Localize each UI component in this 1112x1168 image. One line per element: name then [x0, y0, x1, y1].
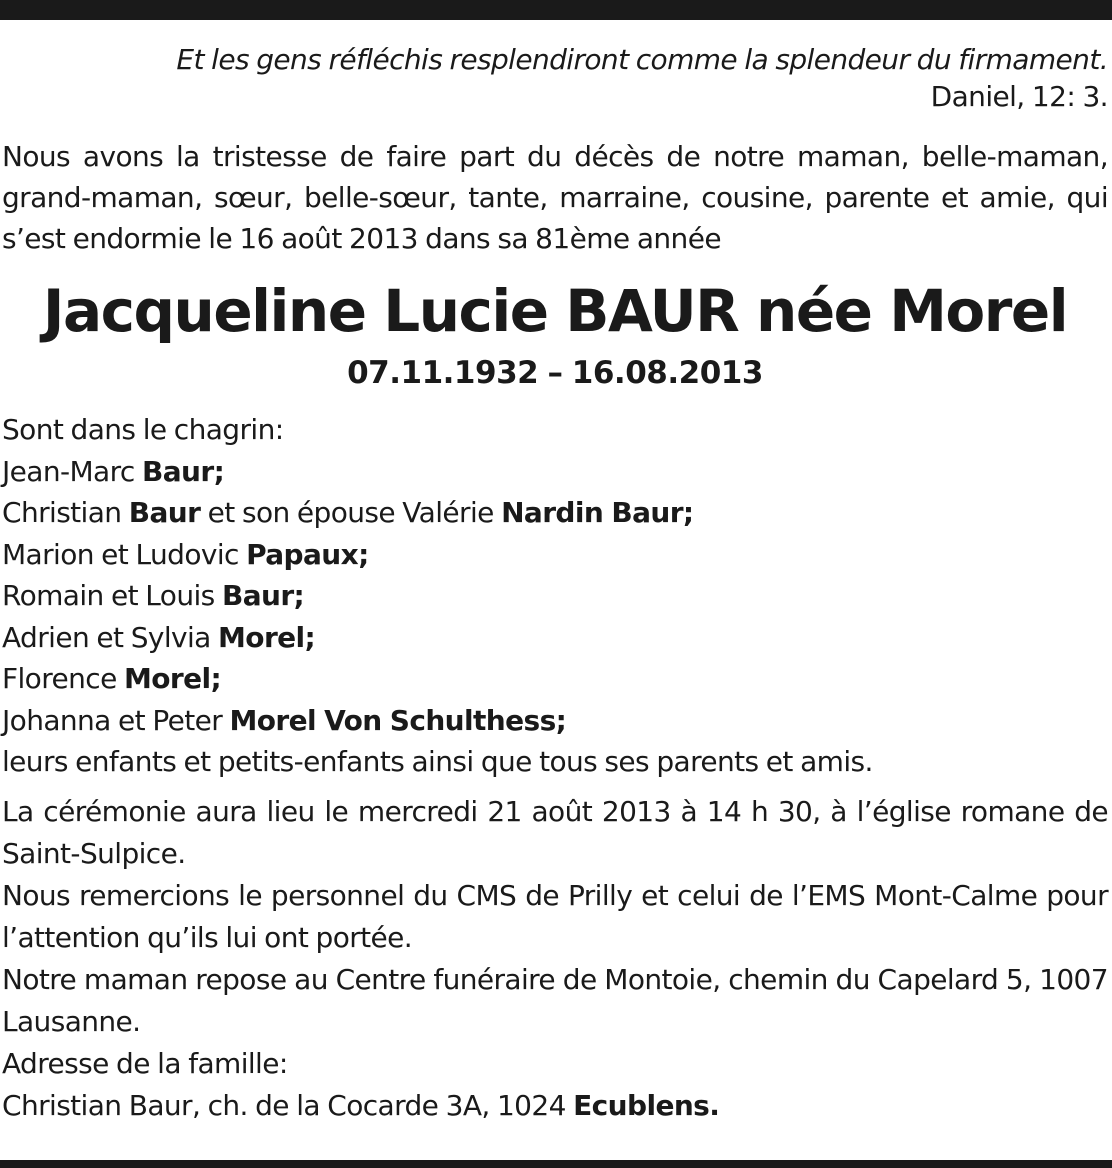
list-item	[2, 617, 1108, 659]
family-address-town: Ecublens.	[573, 1088, 720, 1122]
mourner-first-names: Jean-Marc	[2, 454, 143, 488]
mourner-spouse: et son épouse Valérie	[200, 496, 502, 529]
family-address-label: Adresse de la famille:	[2, 1046, 288, 1080]
mourner-first-names: Christian	[2, 496, 129, 529]
family-address	[2, 1085, 1108, 1127]
bottom-rule	[0, 1160, 1112, 1168]
list-item	[2, 534, 1108, 576]
bible-verse: Et les gens réfléchis resplendiront comme la splendeur du firmament.	[176, 43, 1108, 76]
mourner-surname: Papaux;	[246, 537, 369, 571]
mourners-outro: leurs enfants et petits-enfants ainsi que tous ses parents et amis.	[2, 745, 873, 778]
mourner-first-names: Johanna et Peter	[2, 703, 230, 737]
life-dates: 07.11.1932 – 16.08.2013	[347, 355, 763, 391]
list-item	[2, 575, 1108, 617]
list-item	[2, 658, 1108, 700]
ceremony-info: La cérémonie aura lieu le mercredi 21 août 2013 à 14 h 30, à l’église romane de Saint-Sulpice.	[2, 794, 1108, 870]
list-item	[2, 451, 1108, 493]
top-rule	[0, 0, 1112, 20]
mourner-spouse-surname: Nardin Baur;	[501, 496, 694, 529]
mourner-first-names: Romain et Louis	[2, 579, 222, 612]
mourners-list	[2, 409, 1108, 783]
mourner-first-names: Florence	[2, 662, 125, 695]
deceased-name: Jacqueline Lucie BAUR née Morel	[42, 277, 1068, 345]
mourner-first-names: Adrien et Sylvia	[2, 620, 219, 654]
mourner-surname: Morel;	[218, 620, 316, 654]
mourner-surname: Baur;	[142, 454, 225, 488]
list-item	[2, 492, 1108, 534]
mourner-surname: Morel Von Schulthess;	[229, 703, 567, 737]
obituary-notice	[2, 40, 1108, 1127]
mourners-intro: Sont dans le chagrin:	[2, 413, 284, 446]
mourner-surname: Baur;	[221, 579, 305, 612]
list-item	[2, 700, 1108, 742]
thanks-note: Nous remercions le personnel du CMS de Prilly et celui de l’EMS Mont-Calme pour l’attention qu’ils lui ont portée.	[2, 878, 1108, 954]
mourner-surname: Morel;	[124, 662, 222, 695]
family-address-street: Christian Baur, ch. de la Cocarde 3A, 1024	[2, 1088, 574, 1122]
mourner-first-names: Marion et Ludovic	[2, 537, 247, 571]
repose-info: Notre maman repose au Centre funéraire de Montoie, chemin du Capelard 5, 1007 Lausanne.	[2, 962, 1108, 1038]
closing-notes	[2, 791, 1108, 1127]
verse-reference: Daniel, 12: 3.	[930, 80, 1108, 113]
death-announcement: Nous avons la tristesse de faire part du décès de notre maman, belle-maman, grand-maman, sœur, belle-sœur, tante, marraine, cousine, parente et amie, qui s’est endormie le 16 août 2013 dans sa 81ème année	[2, 140, 1108, 255]
mourner-surname: Baur	[128, 496, 201, 529]
